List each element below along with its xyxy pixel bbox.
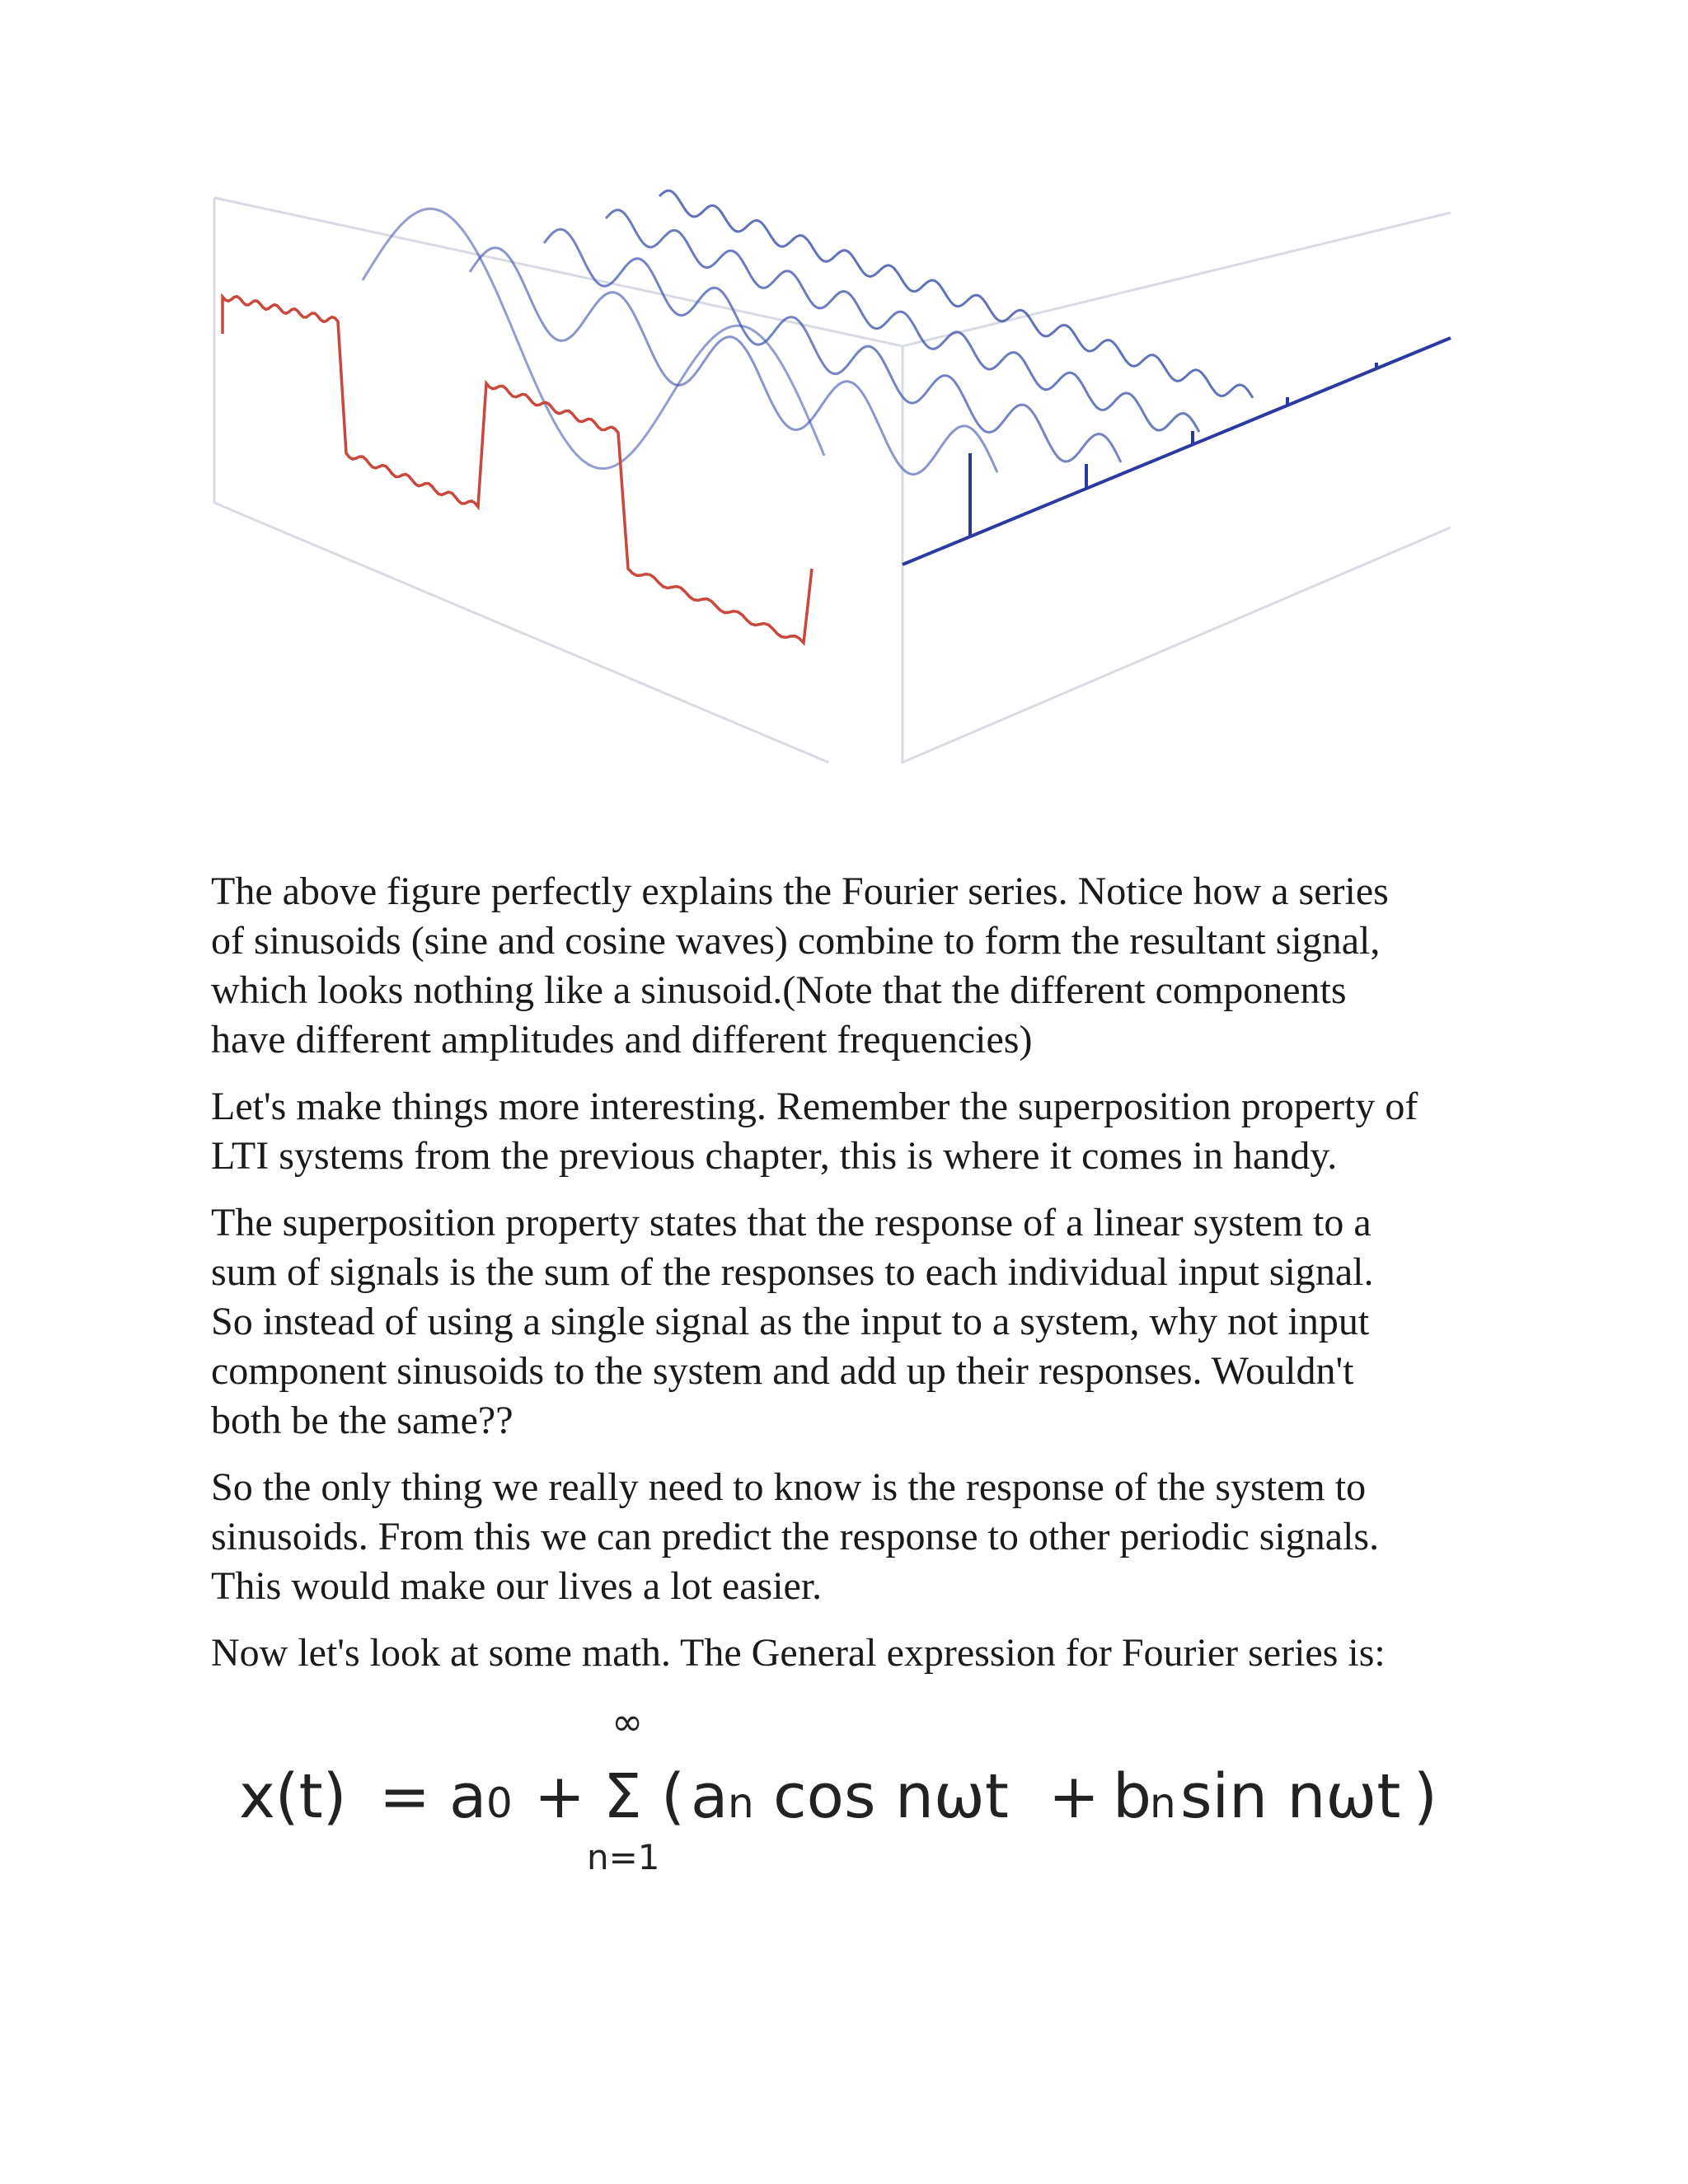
- text-line: component sinusoids to the system and add up their responses. Wouldn't: [211, 1349, 1354, 1393]
- sinusoid-component: [544, 229, 1121, 462]
- article-body: [211, 867, 1497, 1695]
- text-line: So instead of using a single signal as the input to a system, why not input: [211, 1300, 1370, 1343]
- frequency-axis: [903, 338, 1451, 565]
- text-line: LTI systems from the previous chapter, this is where it comes in handy.: [211, 1134, 1338, 1178]
- formula-equals: =: [379, 1761, 431, 1832]
- formula-cos-term: cos nωt: [773, 1761, 1009, 1832]
- paragraph-sinusoid-response: [211, 1463, 1497, 1611]
- formula-plus-2: +: [1048, 1761, 1100, 1832]
- text-line: sinusoids. From this we can predict the response to other periodic signals.: [211, 1515, 1380, 1558]
- formula-an-sub: n: [728, 1779, 754, 1827]
- formula-lhs: x(t): [239, 1761, 347, 1832]
- text-line: sum of signals is the sum of the responses to each individual input signal.: [211, 1250, 1374, 1294]
- formula-open-paren: (: [661, 1761, 685, 1832]
- fourier-series-figure: [198, 181, 1500, 791]
- text-line: Let's make things more interesting. Remember the superposition property of: [211, 1085, 1418, 1128]
- frequency-domain-plane: [903, 213, 1451, 762]
- text-line: of sinusoids (sine and cosine waves) combine to form the resultant signal,: [211, 919, 1381, 963]
- formula-a0-base: a: [449, 1761, 487, 1832]
- formula-sigma-lower: n=1: [587, 1837, 660, 1877]
- formula-sigma: Σ: [603, 1761, 642, 1832]
- formula-plus-1: +: [534, 1761, 586, 1832]
- text-line: have different amplitudes and different frequencies): [211, 1018, 1033, 1062]
- sinusoid-component: [659, 190, 1253, 397]
- text-line: So the only thing we really need to know is the response of the system to: [211, 1465, 1367, 1509]
- text-line: both be the same??: [211, 1399, 513, 1442]
- formula-bn-base: b: [1113, 1761, 1151, 1832]
- sinusoid-component: [470, 248, 997, 475]
- resultant-square-wave: [223, 297, 812, 643]
- formula-bn-sub: n: [1150, 1779, 1176, 1827]
- paragraph-superposition-property: [211, 1198, 1497, 1446]
- text-line: which looks nothing like a sinusoid.(Note that the different components: [211, 968, 1347, 1012]
- paragraph-fourier-explanation: [211, 867, 1497, 1065]
- formula-sin-term: sin nωt: [1180, 1761, 1401, 1832]
- fourier-series-formula: [223, 1694, 1475, 1883]
- paragraph-superposition-intro: [211, 1082, 1497, 1181]
- formula-an-base: a: [691, 1761, 729, 1832]
- formula-close-paren: ): [1414, 1761, 1437, 1832]
- text-line: The above figure perfectly explains the Fourier series. Notice how a series: [211, 869, 1389, 913]
- text-line: This would make our lives a lot easier.: [211, 1564, 823, 1608]
- text-line: The superposition property states that the response of a linear system to a: [211, 1201, 1372, 1244]
- formula-a0-sub: 0: [486, 1779, 513, 1827]
- sinusoid-components: [363, 190, 1253, 474]
- formula-sigma-upper: ∞: [612, 1699, 644, 1744]
- frequency-spectrum: [903, 338, 1451, 565]
- paragraph-math-intro: [211, 1629, 1497, 1678]
- sinusoid-component: [363, 209, 824, 468]
- text-line: Now let's look at some math. The General expression for Fourier series is:: [211, 1631, 1386, 1675]
